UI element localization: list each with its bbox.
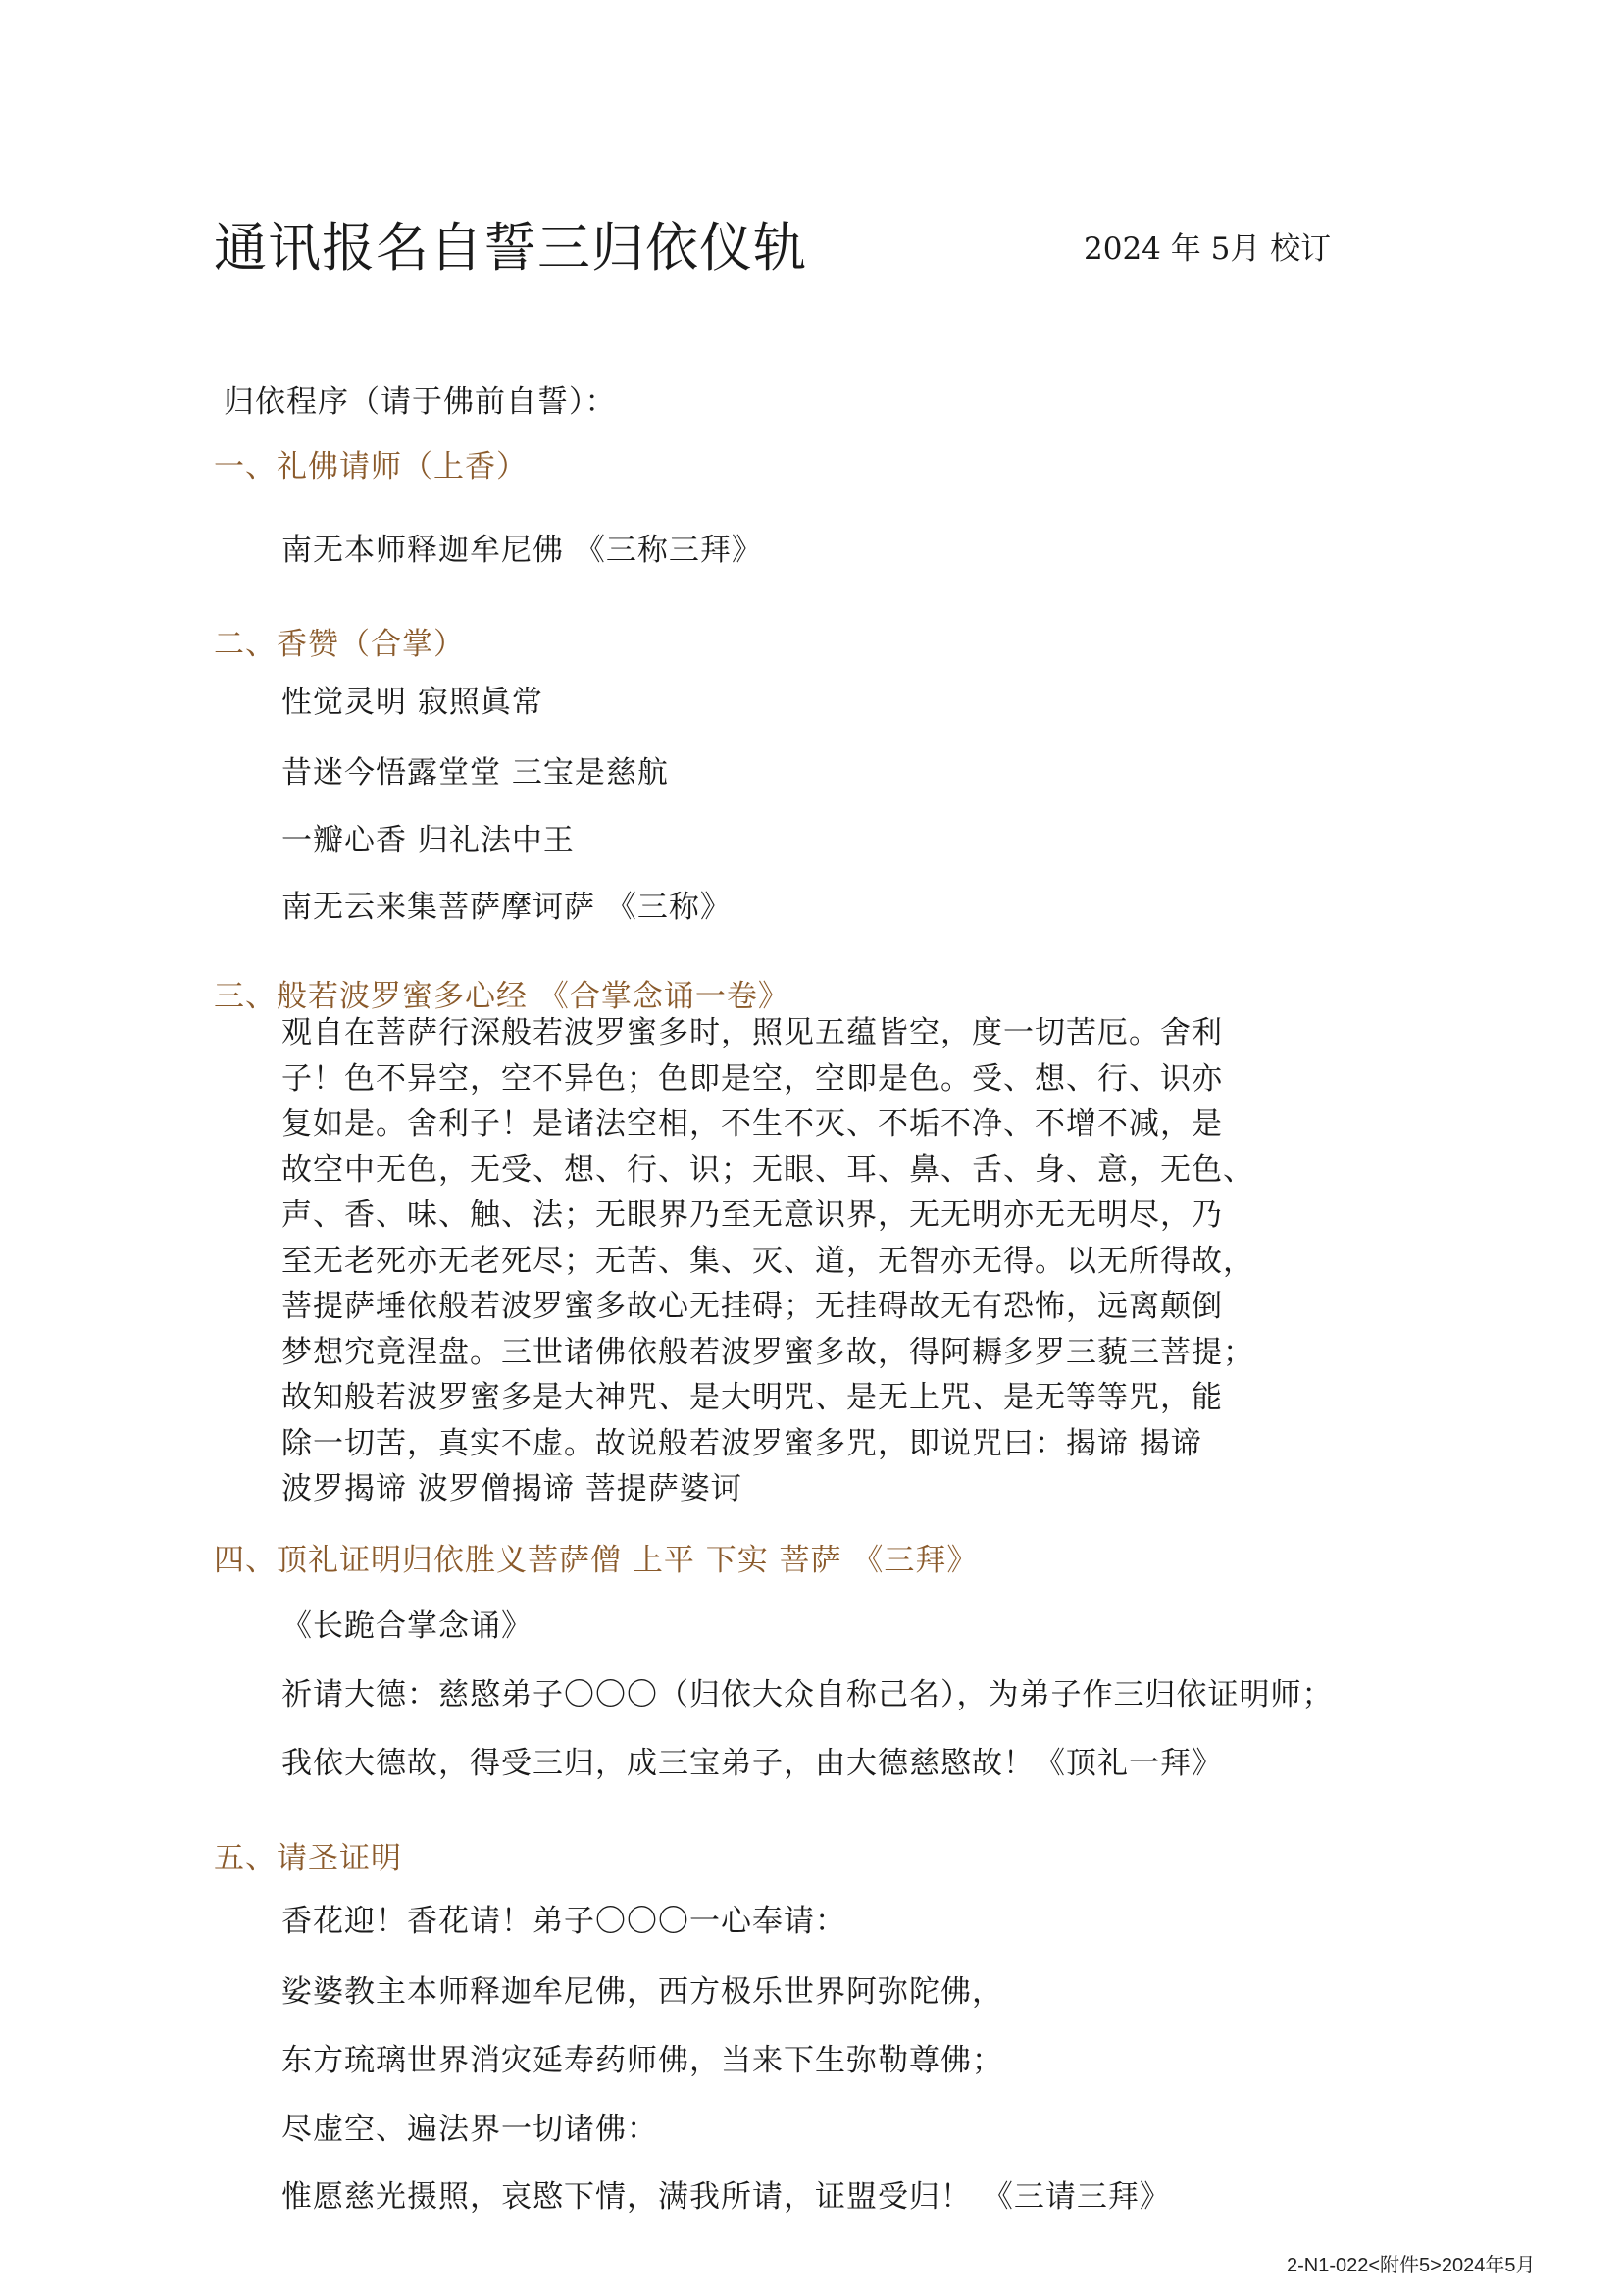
section-line: 《长跪合掌念诵》 — [281, 1608, 533, 1644]
section-heading-4: 四、顶礼证明归依胜义菩萨僧 上平 下实 菩萨 《三拜》 — [214, 1543, 979, 1578]
section-line: 南无本师释迦牟尼佛 《三称三拜》 — [281, 533, 763, 568]
section-heading-2: 二、香赞（合掌） — [214, 627, 465, 662]
section-line: 娑婆教主本师释迦牟尼佛，西方极乐世界阿弥陀佛， — [281, 1974, 1003, 2010]
sutra-line: 至无老死亦无老死尽；无苦、集、灭、道，无智亦无得。以无所得故， — [281, 1243, 1254, 1279]
sutra-line: 梦想究竟涅盘。三世诸佛依般若波罗蜜多故，得阿耨多罗三藐三菩提； — [281, 1334, 1254, 1370]
sutra-line: 除一切苦，真实不虚。故说般若波罗蜜多咒，即说咒曰：揭谛 揭谛 — [281, 1425, 1202, 1461]
page-footer: 2-N1-022<附件5>2024年5月 — [1287, 2255, 1536, 2276]
heart-sutra-text — [281, 1010, 1321, 1512]
sutra-line: 故知般若波罗蜜多是大神咒、是大明咒、是无上咒、是无等等咒，能 — [281, 1380, 1223, 1415]
sutra-line: 菩提萨埵依般若波罗蜜多故心无挂碍；无挂碍故无有恐怖，远离颠倒 — [281, 1289, 1223, 1324]
section-heading-3: 三、般若波罗蜜多心经 《合掌念诵一卷》 — [214, 979, 789, 1014]
section-line: 东方琉璃世界消灾延寿药师佛，当来下生弥勒尊佛； — [281, 2043, 1003, 2078]
revision-date: 2024 年 5月 校订 — [1084, 231, 1332, 267]
sutra-line: 波罗揭谛 波罗僧揭谛 菩提萨婆诃 — [281, 1471, 742, 1506]
intro-text: 归依程序（请于佛前自誓）： — [224, 384, 617, 420]
section-line: 惟愿慈光摄照，哀愍下情，满我所请，证盟受归！ 《三请三拜》 — [281, 2179, 1171, 2215]
sutra-line: 子！色不异空，空不异色；色即是空，空即是色。受、想、行、识亦 — [281, 1060, 1223, 1097]
sutra-line: 声、香、味、触、法；无眼界乃至无意识界，无无明亦无无明尽，乃 — [281, 1198, 1223, 1233]
section-line: 昔迷今悟露堂堂 三宝是慈航 — [281, 755, 669, 791]
section-line: 尽虚空、遍法界一切诸佛： — [281, 2112, 658, 2147]
document-title: 通讯报名自誓三归依仪轨 — [214, 217, 807, 279]
section-line: 南无云来集菩萨摩诃萨 《三称》 — [281, 890, 732, 925]
section-line: 一瓣心香 归礼法中王 — [281, 823, 575, 858]
section-line: 我依大德故，得受三归，成三宝弟子，由大德慈愍故！《顶礼一拜》 — [281, 1746, 1223, 1781]
sutra-line: 故空中无色，无受、想、行、识；无眼、耳、鼻、舌、身、意，无色、 — [281, 1151, 1254, 1188]
section-line: 性觉灵明 寂照眞常 — [281, 685, 543, 720]
sutra-line: 复如是。舍利子！是诸法空相，不生不灭、不垢不净、不增不减，是 — [281, 1106, 1223, 1142]
sutra-line: 观自在菩萨行深般若波罗蜜多时，照见五蕴皆空，度一切苦厄。舍利 — [281, 1015, 1223, 1050]
section-heading-1: 一、礼佛请师（上香） — [214, 449, 528, 485]
section-line: 祈请大德：慈愍弟子〇〇〇（归依大众自称己名），为弟子作三归依证明师； — [281, 1677, 1334, 1712]
section-heading-5: 五、请圣证明 — [214, 1841, 402, 1876]
section-line: 香花迎！香花请！弟子〇〇〇一心奉请： — [281, 1904, 846, 1939]
